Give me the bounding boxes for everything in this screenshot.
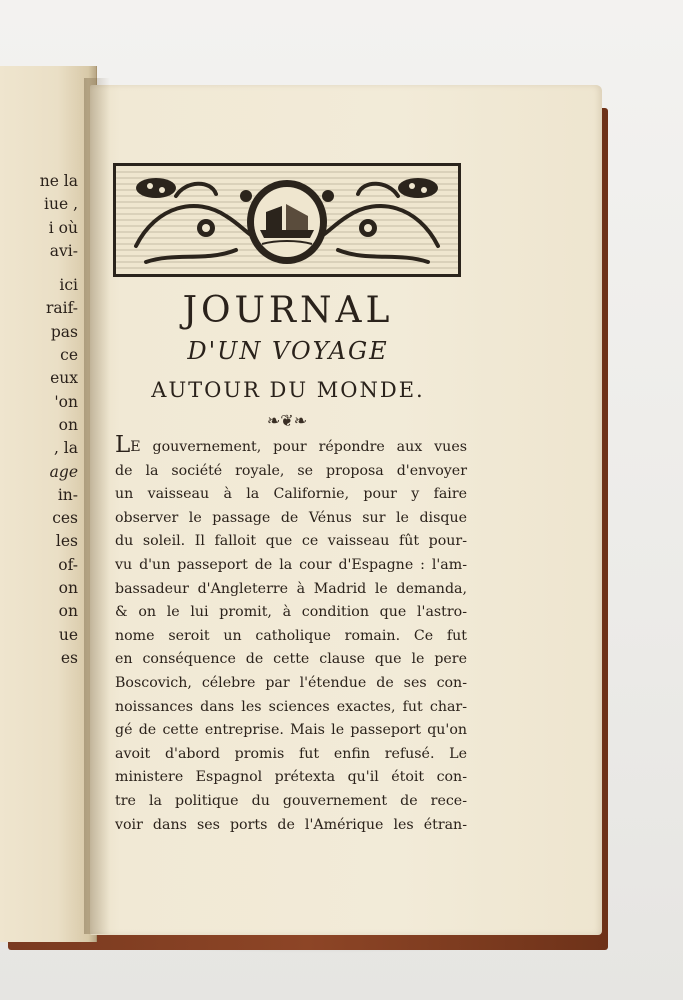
left-line: i où: [48, 218, 78, 237]
drop-cap: L: [115, 432, 131, 458]
body-line: nome seroit un catholique romain. Ce fut: [115, 627, 467, 644]
body-line: [115, 432, 467, 460]
left-line: on: [58, 602, 78, 621]
body-line: en conséquence de cette clause que le pere: [115, 651, 467, 668]
body-line: tre la politique du gouvernement de rece-: [115, 792, 467, 809]
title-subtitle: D'UN VOYAGE: [187, 337, 389, 365]
left-line: avi-: [49, 241, 78, 260]
left-line: 'on: [54, 392, 78, 411]
book-gutter-shadow: [84, 78, 110, 934]
body-line: noissances dans les sciences exactes, fut char-: [115, 698, 467, 715]
body-line: vu d'un passeport de la cour d'Espagne : l'am-: [115, 556, 467, 573]
left-line: in-: [57, 485, 78, 504]
body-line: bassadeur d'Angleterre à Madrid le demanda,: [115, 580, 467, 597]
left-page-text: [0, 170, 78, 670]
woodcut-headpiece: [113, 163, 461, 277]
body-line: ministere Espagnol prétexta qu'il étoit con-: [115, 769, 467, 786]
left-line: on: [58, 579, 78, 598]
left-line: ces: [52, 509, 78, 528]
body-line: un vaisseau à la Californie, pour y faire: [115, 486, 467, 503]
left-line: ne la: [39, 172, 78, 190]
fleuron-ornament: ❧❦❧: [266, 411, 308, 430]
left-line: les: [55, 532, 78, 551]
left-line: es: [60, 648, 78, 667]
left-page: [0, 66, 97, 942]
body-line-text: E gouvernement, pour répondre aux vues: [130, 439, 467, 455]
left-line: ce: [60, 346, 78, 365]
left-line: on: [58, 415, 78, 434]
body-line: gé de cette entreprise. Mais le passeport qu'on: [115, 722, 467, 739]
left-line: pas: [50, 322, 78, 341]
body-line: Boscovich, célebre par l'étendue de ses con-: [115, 674, 467, 691]
left-line: raif-: [45, 299, 78, 318]
body-line: de la société royale, se proposa d'envoyer: [115, 462, 467, 479]
left-line: eux: [50, 369, 78, 388]
ornament-illustration: [116, 166, 458, 274]
left-line: age: [49, 462, 78, 481]
title-journal: JOURNAL: [182, 290, 394, 331]
body-line: voir dans ses ports de l'Amérique les étran-: [115, 816, 467, 833]
body-paragraph: [115, 432, 467, 837]
body-line: avoit d'abord promis fut enfin refusé. Le: [115, 745, 467, 762]
left-line: ue: [58, 625, 78, 644]
left-line: , la: [53, 439, 78, 458]
left-line: ici: [59, 276, 78, 295]
body-line: & on le lui promit, à condition que l'astro-: [115, 604, 467, 621]
left-line: iue ,: [44, 195, 78, 214]
body-line: observer le passage de Vénus sur le disque: [115, 509, 467, 526]
left-line: of-: [58, 555, 78, 574]
title-autour-du-monde: AUTOUR DU MONDE.: [151, 378, 425, 402]
body-line: du soleil. Il falloit que ce vaisseau fût pour-: [115, 533, 467, 550]
